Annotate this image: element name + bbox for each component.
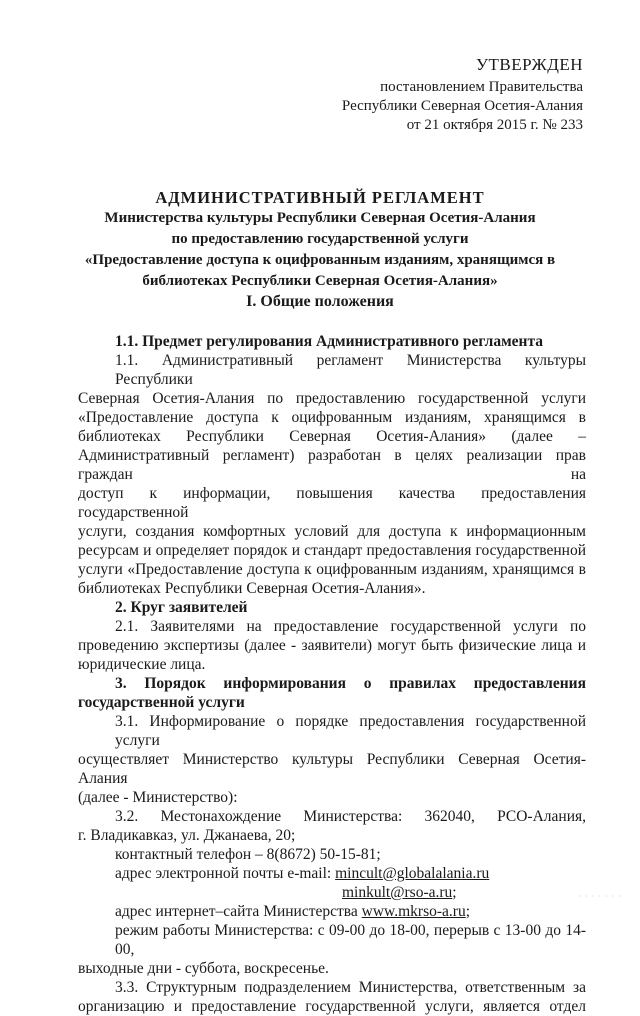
paragraph-line: библиотеках Республики Северная Осетия-Алания» (далее – — [78, 428, 586, 445]
paragraph-line: Северная Осетия-Алания по предоставлению государственной услуги — [78, 390, 586, 407]
contact-email — [78, 864, 586, 883]
paragraph-line: режим работы Министерства: с 09-00 до 18-00, перерыв с 13-00 до 14-00, — [115, 922, 586, 958]
paragraph-line: услуги, создания комфортных условий для доступа к информационным — [78, 523, 586, 540]
paragraph-line: проведению экспертизы (далее - заявители) могут быть физические лица и — [78, 637, 586, 654]
paragraph-line: «Предоставление доступа к оцифрованным изданиям, хранящимся в — [78, 409, 586, 426]
paragraph-line: 3.3. Структурным подразделением Министерства, ответственным за — [115, 979, 586, 996]
paragraph-line: библиотеках Республики Северная Осетия-Алания». — [78, 580, 426, 597]
title-line: Министерства культуры Республики Северная Осетия-Алания — [104, 210, 536, 226]
contact-phone: контактный телефон – 8(8672) 50-15-81; — [115, 846, 381, 863]
paragraph-line: осуществляет Министерство культуры Республики Северная Осетия-Алания — [78, 751, 586, 787]
document-body — [78, 332, 586, 1016]
subsection-heading: 2. Круг заявителей — [115, 599, 248, 616]
website-suffix: ; — [465, 903, 471, 920]
section-heading: I. Общие положения — [246, 293, 394, 310]
scan-artifact: · · · · · · · — [578, 892, 622, 901]
email-link[interactable]: mincult@globalalania.ru — [335, 865, 490, 882]
subsection-heading: 3. Порядок информирования о правилах предоставления — [115, 675, 586, 692]
paragraph-line: юридические лица. — [78, 656, 206, 673]
website-label: адрес интернет–сайта Министерства — [115, 903, 362, 920]
approval-heading: УТВЕРЖДЕН — [476, 55, 583, 74]
approval-line: Республики Северная Осетия-Алания — [341, 98, 583, 114]
title-line: «Предоставление доступа к оцифрованным изданиям, хранящимся в — [84, 252, 556, 268]
subsection-heading: 1.1. Предмет регулирования Административного регламента — [115, 333, 544, 350]
website-link[interactable]: www.mkrso-a.ru — [361, 903, 466, 920]
title-line: библиотеках Республики Северная Осетия-Алания» — [142, 273, 498, 289]
email-label: адрес электронной почты e-mail: — [115, 865, 336, 882]
subsection-heading: государственной услуги — [78, 694, 245, 711]
contact-email-secondary — [78, 883, 586, 902]
paragraph-line: г. Владикавказ, ул. Джанаева, 20; — [78, 827, 296, 844]
email-suffix: ; — [452, 884, 457, 901]
paragraph-line: услуги «Предоставление доступа к оцифрованным изданиям, хранящимся в — [78, 561, 586, 578]
paragraph-line: 2.1. Заявителями на предоставление государственной услуги по — [115, 618, 586, 635]
paragraph-line: выходные дни - суббота, воскресенье. — [78, 960, 329, 977]
email-link[interactable]: minkult@rso-a.ru — [342, 884, 453, 901]
approval-line: от 21 октября 2015 г. № 233 — [406, 117, 583, 133]
paragraph-line: организацию и предоставление государственной услуги, является отдел — [78, 998, 586, 1015]
paragraph-line: 1.1. Административный регламент Министерства культуры Республики — [115, 352, 586, 388]
title-main: АДМИНИСТРАТИВНЫЙ РЕГЛАМЕНТ — [155, 188, 485, 207]
document-title — [60, 187, 580, 292]
paragraph-line: Административный регламент) разработан в целях реализации прав граждан на — [78, 447, 586, 483]
paragraph-line: 3.2. Местонахождение Министерства: 362040, РСО-Алания, — [115, 808, 586, 825]
approval-line: постановлением Правительства — [380, 79, 583, 95]
paragraph-line: доступ к информации, повышения качества предоставления государственной — [78, 485, 586, 521]
paragraph-line: 3.1. Информирование о порядке предоставления государственной услуги — [115, 713, 586, 749]
paragraph-line: ресурсам и определяет порядок и стандарт предоставления государственной — [78, 542, 586, 559]
title-line: по предоставлению государственной услуги — [171, 231, 469, 247]
approval-stamp — [342, 55, 583, 135]
paragraph-line: (далее - Министерство): — [78, 789, 238, 806]
